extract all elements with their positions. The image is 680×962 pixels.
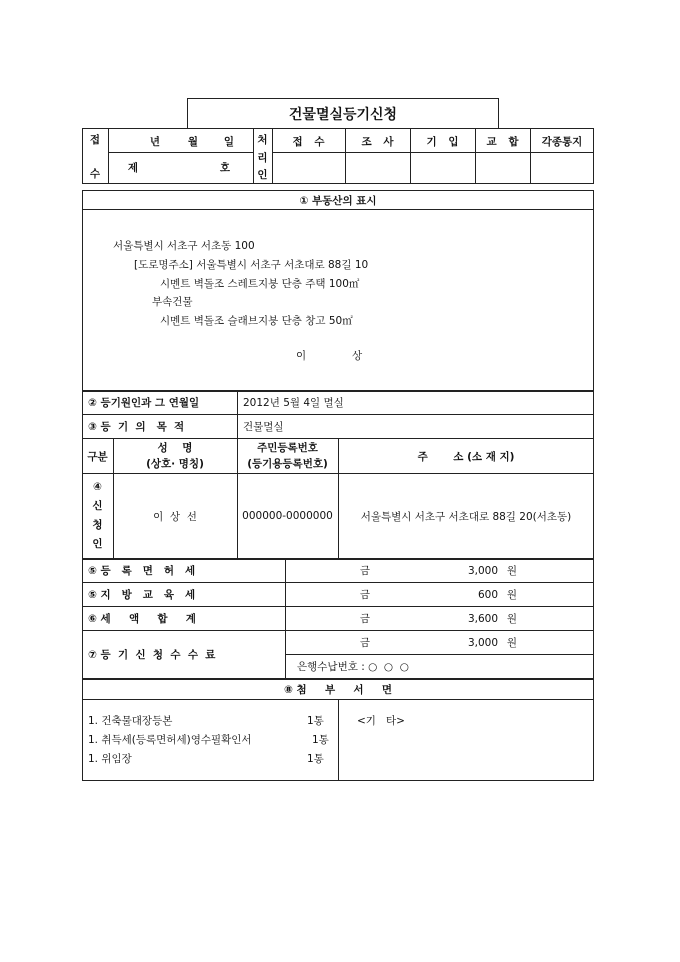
date-month-label: 월 <box>187 135 199 148</box>
cause-value: 2012년 5월 4일 멸실 <box>243 397 344 409</box>
property-line: 시멘트 벽돌조 스레트지붕 단층 주택 100㎡ <box>160 278 360 290</box>
fee-amount: 3,600 <box>467 612 498 625</box>
applicant-label <box>82 474 113 558</box>
attachments-other: <기 타> <box>357 715 405 727</box>
col-entry: 기 입 <box>426 135 459 148</box>
date-day-label: 일 <box>223 135 235 148</box>
col-notices: 각종통지 <box>541 135 583 148</box>
document-title: 건물멸실등기신청 <box>187 98 499 129</box>
property-line: 시멘트 벽돌조 슬래브지붕 단층 창고 50㎡ <box>160 315 353 327</box>
number-suffix: 호 <box>219 161 231 174</box>
address-header: 주 소 (소 재 지) <box>417 450 515 463</box>
bank-payment-number: 은행수납번호 : ○ ○ ○ <box>297 661 409 673</box>
name-header <box>113 439 237 473</box>
handler-label-3: 인 <box>257 168 268 181</box>
receipt-label-bottom: 수 <box>89 167 101 180</box>
end-mark: 상 <box>352 350 363 362</box>
cause-label: ② 등기원인과 그 연월일 <box>88 397 200 409</box>
col-verification: 교 합 <box>486 135 519 148</box>
fee-amount: 3,000 <box>467 564 498 577</box>
property-line: 서울특별시 서초구 서초동 100 <box>113 240 255 252</box>
name-header-line2: (상호· 명칭) <box>146 458 204 470</box>
fee-unit: 원 <box>506 589 518 601</box>
attachment-name: 1. 취득세(등록면허세)영수필확인서 <box>88 734 252 746</box>
fee-label-application-fee: ⑦ 등 기 신 청 수 수 료 <box>88 649 216 661</box>
id-header <box>237 439 338 473</box>
applicant-label-char: 청 <box>92 519 103 531</box>
receipt-label-top: 접 <box>89 133 101 146</box>
fee-unit: 원 <box>506 565 518 577</box>
id-header-line2: (등기용등록번호) <box>247 458 328 470</box>
property-header: ① 부동산의 표시 <box>299 194 377 207</box>
applicant-label-char: 신 <box>92 500 103 512</box>
fee-label-tax-total: ⑥ 세 액 합 계 <box>88 613 196 625</box>
applicant-address: 서울특별시 서초구 서초대로 88길 20(서초동) <box>360 510 572 523</box>
col-inspection: 조 사 <box>361 135 394 148</box>
name-header-line1: 성 명 <box>157 442 193 454</box>
category-header: 구분 <box>87 450 108 463</box>
col-receipt: 접 수 <box>292 135 325 148</box>
fee-label-registration-tax: ⑤ 등 록 면 허 세 <box>88 565 196 577</box>
fee-unit: 원 <box>506 637 518 649</box>
handler-label-2: 리 <box>257 151 268 164</box>
applicant-id-number: 000000-0000000 <box>242 510 333 522</box>
fee-label-education-tax: ⑤ 지 방 교 육 세 <box>88 589 196 601</box>
handler-label-1: 처 <box>257 133 268 146</box>
fee-currency: 금 <box>359 613 371 625</box>
applicant-label-char: ④ <box>93 481 102 493</box>
attachment-count: 1통 <box>312 734 329 746</box>
end-mark: 이 <box>296 350 307 362</box>
attachment-count: 1통 <box>307 753 324 765</box>
id-header-line1: 주민등록번호 <box>257 442 318 454</box>
number-prefix: 제 <box>127 161 139 174</box>
fee-currency: 금 <box>359 637 371 649</box>
fee-amount: 600 <box>477 588 498 601</box>
attachment-count: 1통 <box>307 715 324 727</box>
fee-currency: 금 <box>359 565 371 577</box>
purpose-value: 건물멸실 <box>243 421 284 433</box>
attachments-header: ⑧ 첨 부 서 면 <box>284 683 392 696</box>
purpose-label: ③ 등 기 의 목 적 <box>88 421 185 433</box>
property-line: [도로명주소] 서울특별시 서초구 서초대로 88길 10 <box>134 259 369 271</box>
fee-amount: 3,000 <box>467 636 498 649</box>
fee-currency: 금 <box>359 589 371 601</box>
attachment-name: 1. 위임장 <box>88 753 132 765</box>
applicant-label-char: 인 <box>92 538 103 550</box>
applicant-name: 이 상 선 <box>153 510 197 523</box>
date-year-label: 년 <box>149 135 161 148</box>
attachment-name: 1. 건축물대장등본 <box>88 715 173 727</box>
property-line: 부속건물 <box>152 296 193 308</box>
fee-unit: 원 <box>506 613 518 625</box>
